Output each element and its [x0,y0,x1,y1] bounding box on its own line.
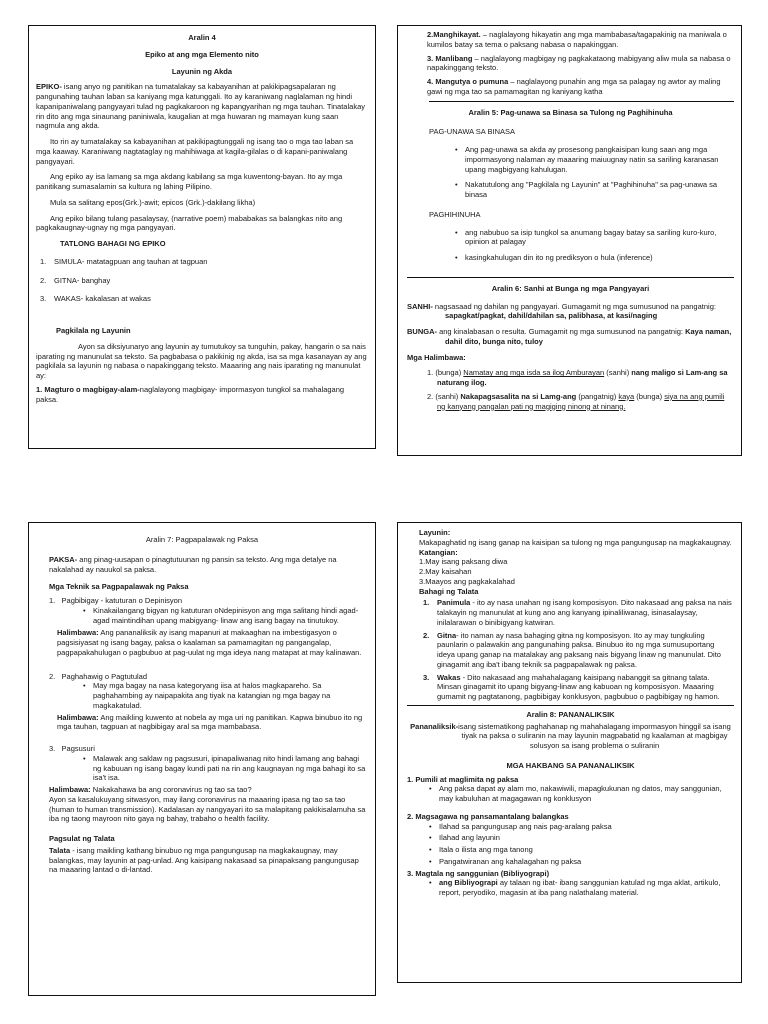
mangutya-text: – naglalayong punahin ang mga sa palagay ng awtor ay maling gawi ng mga tao sa pamamagitan ng kaniyang katha [427,77,721,96]
magturo-text: naglalayong magbigay- impormasyon tungkol sa mahalagang paksa. [36,384,345,404]
panel-aralin-8 [397,522,742,983]
pag-unawa-item: • Ang pag-unawa sa akda ay prosesong pangkaisipan kung saan ang mga impormasyong nalaman ay maaaring maiuugnay natin sa sariling karanasan upang magbigyang kahulugan. [451,145,734,174]
layunin-section [419,528,734,702]
sanhi-text: nagsasaad ng dahilan ng pangyayari. Gumagamit ng mga sumusunod na pangatnig: [432,301,716,311]
bahagi-talata-list [419,598,734,702]
aralin-4-title: Aralin 4 [188,33,216,42]
manghikayat-label: 2.Manghikayat. [427,30,481,39]
divider [407,277,734,278]
paghihinuha-heading: PAGHIHINUHA [429,209,481,219]
magturo-label: 1. Magturo o magbigay-alam- [36,384,140,394]
aralin-7-title: Aralin 7: Pagpapalawak ng Paksa [145,535,259,544]
divider [429,101,734,102]
epiko-term: EPIKO- [36,82,62,92]
hakbang-item: • Ilahad sa pangungusap ang nais pag-aralang paksa [425,822,734,832]
epiko-paragraph-4: Mula sa salitang epos(Grk.)-awit; epicos (Grk.)-dakilang likha) [50,197,256,207]
bahagi-item [36,257,368,267]
hakbang-1: 1. Pumili at maglimita ng paksa [407,774,519,784]
hakbang-2: 2. Magsagawa ng pansamantalang balangkas [407,811,569,821]
pag-unawa-item: • Nakatutulong ang "Pagkilala ng Layunin" at "Paghihinuha" sa pag-unawa sa binasa [451,180,734,200]
layunin-4 [427,77,734,97]
epiko-definition [36,82,368,131]
manlibang-text: – naglalayong magbigay ng pagkakataong mabigyang aliw mula sa nabasa o napakinggang teksto. [427,53,731,73]
teknik-1-halimbawa: Halimbawa: Ang pananaliksik ay isang mapanuri at makaaghan na imbestigasyon o pagsisiyasat ng isang bagay, paksa o kaalaman sa pamamagitan ng pangangalap, pagpapakahulugan o pagbubuo at pag-uulat ng mga ideya nang matapat at may kalinawan. [57,628,362,657]
pananaliksik-definition [407,722,734,751]
example-2-d: kaya [618,391,635,401]
hakbang-3: 3. Magtala ng sanggunian (Bibliyograpi) [407,868,550,878]
pananaliksik-text: isang sistematikong paghahanap ng mahahalagang impormasyon hinggil sa isang tiyak na paksa o suliranin na may layunin magpabatid ng kaalaman at magbigay solusyon sa isang problema o suliranin [458,721,731,750]
teknik-3-halimbawa: Halimbawa: Nakakahawa ba ang coronavirus ng tao sa tao? [49,785,252,794]
teknik-2-halimbawa: Halimbawa: Ang maikling kuwento at nobela ay mga uri ng panitikan. Kapwa binubuo ito ng mga tauhan, tagpuan at nagbibigay aral sa mga mambabasa. [57,712,363,732]
layunin-text: Makapaghatid ng isang ganap na kaisipan sa tulong ng mga pangungusap na magkakaugnay. [419,537,732,547]
sanhi-definition [407,302,734,322]
example-2-a: (sanhi) [435,391,461,401]
paghihinuha-list [451,228,734,263]
layunin-3 [427,54,734,74]
example-1 [417,368,734,388]
layunin-heading: Layunin ng Akda [171,66,233,76]
example-2-e: (bunga) [634,391,665,401]
bibliyograpi-item: • ang Bibliyograpi ay talaan ng ibat- ibang sanggunian katulad ng mga aklat, artikulo, report, peryodiko, magasin at iba pang nalathalang material. [425,878,734,898]
aralin-6-title: Aralin 6: Sanhi at Bunga ng mga Pangyayari [491,283,650,293]
example-1-num: 1. [427,368,436,378]
bahagi-talata-text: - ito ay nasa unahan ng isang komposisyon. Dito nakasaad ang paksa na nais talakayin ng manunulat at kung ano ang kanyang ipinaliliwanag, isinasalaysay, inilalarawan o binibigyang katwiran. [437,598,732,627]
teknik-3 [49,744,367,824]
panel-aralin-5-6 [397,25,742,456]
bahagi-talata-number: 3. [423,672,430,682]
pananaliksik-label: Pananaliksik- [410,721,459,731]
bahagi-talata-text: - ito naman ay nasa bahaging gitna ng komposisyon. Ito ay may tungkuling paunlarin o palawakin ang pangunahing paksa. Binubuo ito ng mga sumusuportang ideya upang ganap na matalakay ang paksang nais bigyang linaw ng manunulat. Dito ginagamit ang iba't ibang teknik sa pagpapalawak ng paksa. [437,630,721,669]
teknik-1-bullet: • Kinakailangang bigyan ng katuturan oNdepinisyon ang mga salitang hindi agad-agad maintindihan upang mabigyang- linaw ang isang bagay na tinutukoy. [79,606,367,626]
teknik-1-bullets [79,606,367,626]
talata-definition [49,846,367,875]
manghikayat-text: – naglalayong hikayatin ang mga mambabasa/tagapakinig na maniwala o kumilos batay sa tema o paksang nabasa o napakinggan. [427,30,727,49]
bahagi-talata-item [419,673,734,702]
katangian-item: 1.May isang paksang diwa [419,557,508,567]
bahagi-list [36,257,368,304]
sanhi-label: SANHI- [407,301,433,311]
bunga-text: ang kinalabasan o resulta. Gumagamit ng mga sumusunod na pangatnig: [437,327,686,336]
bunga-definition [407,327,734,347]
bahagi-item [36,276,368,286]
bahagi-item-number: 1. [40,256,47,266]
talata-label: Talata [49,845,71,855]
panel-aralin-7 [28,522,376,996]
bahagi-item-number: 3. [40,294,47,304]
hakbang-item: • Pangatwiranan ang kahalagahan ng paksa [425,857,734,867]
aralin-8-title: Aralin 8: PANANALIKSIK [526,709,615,719]
example-2-c: (pangatnig) [576,391,619,401]
pagkilala-heading: Pagkilala ng Layunin [56,326,131,335]
bahagi-item-text: WAKAS- kakalasan at wakas [54,294,151,304]
paghihinuha-item: • kasingkahulugan din ito ng prediksyon o hula (inference) [451,253,734,263]
epiko-paragraph-2: Ito rin ay tumatalakay sa kabayanihan at pakikipagtunggali ng isang tao o mga tao laban sa mga kaaway. Karaniwang nagtataglay ng mahihiwaga at kagila-gilalas o di kapani-paniwalang pangyayari. [36,137,354,166]
example-1-a: (bunga) [435,368,464,378]
example-2-f: siya na ang pumili ng kanyang pangalan pati ng magiging ninong at ninang. [437,391,725,411]
bahagi-talata-item [419,631,734,670]
bahagi-item-text: SIMULA- matatagpuan ang tauhan at tagpuan [54,256,208,266]
bunga-pangatnig: Kaya naman, dahil dito, bunga nito, tuloy [445,327,732,346]
paksa-label: PAKSA- [49,554,78,564]
hakbang-1-list [425,784,734,804]
example-1-c: (sanhi) [604,368,632,378]
hakbang-3-list [425,878,734,898]
hakbang-item: • Ilahad ang layunin [425,833,734,843]
aralin-5-title: Aralin 5: Pag-unawa sa Binasa sa Tulong ng Paghihinuha [468,107,673,117]
sanhi-pangatnig: sapagkat/pagkat, dahil/dahilan sa, palibhasa, at kasi/naging [445,311,658,321]
halimbawa-heading: Mga Halimbawa: [407,352,466,362]
bunga-label: BUNGA- [407,327,437,336]
teknik-2-title: 2. Paghahawig o Pagtutulad [49,671,148,681]
layunin-label: Layunin: [419,528,451,537]
teknik-3-title: 3. Pagsusuri [49,744,95,753]
teknik-3-bullet: • Malawak ang saklaw ng pagsusuri, ipinapaliwanag nito hindi lamang ang bahagi ng kabuuan ng isang bagay kundi pati na rin ang kaugnayan ng mga bahagi ito sa isa't isa. [79,754,367,783]
bahagi-talata-label: Gitna [437,630,457,640]
bahagi-item [36,294,368,304]
layunin-2 [427,30,734,50]
teknik-2-bullets [79,681,367,710]
teknik-1-title: 1. Pagbibigay - katuturan o Depinisyon [49,596,183,605]
magturo-item [36,385,368,405]
teknik-2-bullet: • May mga bagay na nasa kategoryang iisa at halos magkapareho. Sa paghahambing ay naipapakita ang tiyak na katangian ng mga bagay na magkakatulad. [79,681,367,710]
paksa-text: ang pinag-uusapan o pinagtutuunan ng pansin sa teksto. Ang mga detalye na nakalahad ay nauukol sa paksa. [49,554,337,574]
paksa-definition [49,555,367,575]
bahagi-talata-number: 2. [423,630,430,640]
bahagi-item-number: 2. [40,275,47,285]
teknik-heading: Mga Teknik sa Pagpapalawak ng Paksa [49,582,189,592]
pag-unawa-heading: PAG-UNAWA SA BINASA [429,127,515,137]
example-2-num: 2. [427,391,436,401]
bahagi-talata-text: - Dito nakasaad ang mahahalagang kaisipang nabanggit sa gitnang talata. Minsan ginagamit ito upang bigyang-linaw ang kabuoan ng komposisyon. Maaaring gumamit ng pagtatanong, pagbibigay konklusyon, pagbubuo o pagbibigay ng hamon. [437,672,720,701]
divider [407,705,734,706]
katangian-item: 2.May kaisahan [419,567,472,576]
example-2-b: Nakapagsasalita na si Lamg-ang [460,391,577,401]
bahagi-heading: Bahagi ng Talata [419,586,479,596]
bahagi-talata-item [419,598,734,627]
hakbang-item: • Itala o ilista ang mga tanong [425,845,734,855]
example-1-d: nang maligo si Lam-ang sa naturang ilog. [437,368,728,387]
manlibang-label: 3. Manlibang [427,53,473,63]
epiko-heading: Epiko at ang mga Elemento nito [145,49,259,59]
hakbang-item: • Ang paksa dapat ay alam mo, nakawiwili, mapagkukunan ng datos, may sanggunian, may kabuluhan at magagawan ng konklusyon [425,784,734,804]
katangian-list [419,557,734,586]
katangian-item: 3.Maayos ang pagkakalahad [419,576,515,586]
teknik-2 [49,672,367,733]
pag-unawa-list [451,145,734,200]
tatlong-bahagi-heading: TATLONG BAHAGI NG EPIKO [60,239,166,248]
epiko-text: isang anyo ng panitikan na tumatalakay sa kabayanihan at pakikipagsapalaran ng pangunahing tauhan laban sa kaniyang mga katunggali. Ito ay karaniwang naglalaman ng hindi kapanipaniwalang pangyayari tulad ng pagkakaroon ng kapangyarihan ng mga tauhan. Tinatalakay rin dito ang mga sinaunang paniniwala, kaugalian at mga huwaran ng mamayan kung saan nagmula ang akda. [36,82,365,131]
katangian-label: Katangian: [419,547,458,557]
pagsulat-heading: Pagsulat ng Talata [49,834,115,843]
bahagi-talata-label: Panimula [437,598,471,608]
example-2 [417,392,734,412]
paghihinuha-item: • ang nabubuo sa isip tungkol sa anumang bagay batay sa sariling kuro-kuro, opinion at palagay [451,228,734,248]
teknik-3-paragraph: Ayon sa kasalukuyang sitwasyon, may ilang coronavirus na maaaring ipasa ng tao sa tao (human to human transmission). Kadalasan ay nangyayari ito sa malapitang pakikisalamuha sa iba ng taong mayroon nito gaya ng bahay, trabaho o health facility. [49,794,366,824]
hakbang-heading: MGA HAKBANG SA PANANALIKSIK [506,760,635,770]
talata-text: - isang maikling kathang binubuo ng mga pangungusap na magkakaugnay, may balangkas, may layunin at pag-unlad. Ang kaisipang nakasaad sa pinapaksang pangungusap na maaaring lantad o di-lantad. [49,845,359,875]
panel-aralin-4 [28,25,376,449]
mangutya-label: 4. Mangutya o pumuna [427,77,509,86]
bahagi-talata-number: 1. [423,598,430,608]
epiko-paragraph-3: Ang epiko ay isa lamang sa mga akdang kabilang sa mga kuwentong-bayan. Ito ay mga panitikang sumasalamin sa kultura ng lahing Pilipino. [36,172,343,191]
hakbang-2-list [425,822,734,867]
bahagi-item-text: GITNA- banghay [54,275,111,285]
teknik-1 [49,596,367,658]
bahagi-talata-label: Wakas [437,672,461,682]
example-1-b: Namatay ang mga isda sa ilog Amburayan [463,368,605,378]
epiko-paragraph-5: Ang epiko bilang tulang pasalaysay, (narrative poem) mababakas sa balangkas nito ang pagkakaugnay-ugnay ng mga pangyayari. [36,213,343,233]
teknik-3-bullets [79,754,367,783]
pagkilala-paragraph: Ayon sa diksiyunaryo ang layunin ay tumutukoy sa tunguhin, pakay, hangarin o sa nais iparating ng manunulat sa teksto. Sa pagbabasa o pakikinig ng akda, isa sa mga kasanayan ay ang pagkilala sa layunin ng nabasa o napakinggang teksto. Maaaring ang nais iparating ng manunulat ay: [36,341,367,380]
